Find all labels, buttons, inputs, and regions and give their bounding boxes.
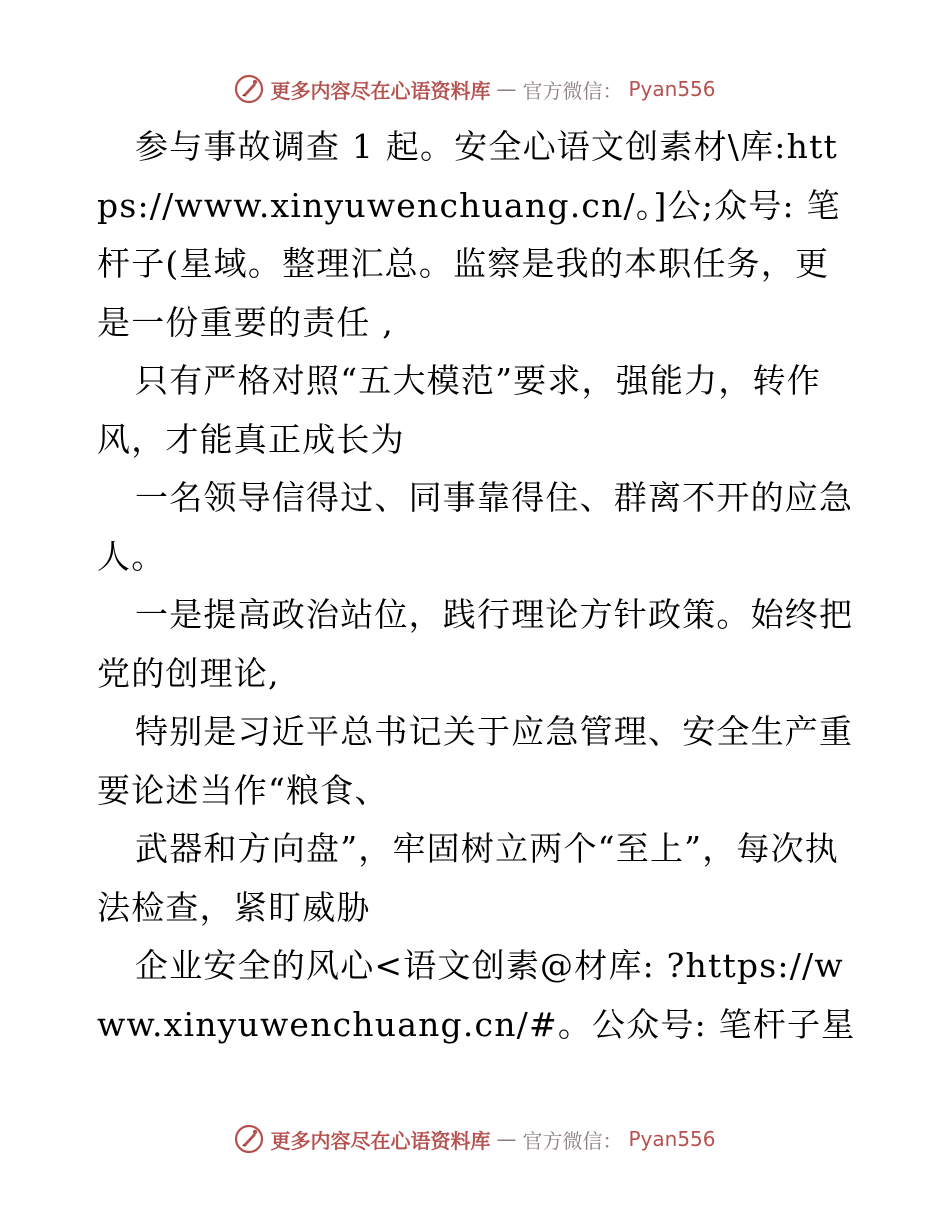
banner-wechat-label: 官方微信：	[522, 78, 623, 103]
banner-dash: —	[496, 1127, 517, 1151]
paragraph: 一是提高政治站位，践行理论方针政策。始终把党的创理论,	[97, 595, 854, 693]
paragraph: 企业安全的风心<语文创素@材库: ?https://www.xinyuwenchuang.cn/#。公众号: 笔杆子星	[97, 946, 856, 1044]
quill-logo-icon	[234, 1124, 264, 1154]
banner-dash: —	[496, 77, 517, 101]
paragraph: 特别是习近平总书记关于应急管理、安全生产重要论述当作“粮食、	[97, 712, 854, 810]
footer-banner	[0, 1122, 950, 1156]
header-banner	[0, 72, 950, 106]
quill-logo-icon	[234, 74, 264, 104]
paragraph: 武器和方向盘”，牢固树立两个“至上”，每次执法检查，紧盯威胁	[97, 829, 840, 927]
banner-wechat-id: Pyan556	[628, 1127, 716, 1151]
banner-main-text: 更多内容尽在心语资料库	[270, 1128, 491, 1153]
paragraph: 参与事故调查 1 起。安全心语文创素材\库:https://www.xinyuwenchuang.cn/。]公;众号: 笔杆子(星域。整理汇总。监察是我的本职任务，更是一份重要的责任 ,	[97, 127, 841, 342]
banner-wechat-label: 官方微信：	[522, 1128, 623, 1153]
paragraph: 只有严格对照“五大模范”要求，强能力，转作风，才能真正成长为	[97, 361, 821, 459]
paragraph: 一名领导信得过、同事靠得住、群离不开的应急人。	[97, 478, 854, 576]
banner-main-text: 更多内容尽在心语资料库	[270, 78, 491, 103]
banner-wechat-id: Pyan556	[628, 77, 716, 101]
document-body	[97, 118, 857, 1054]
